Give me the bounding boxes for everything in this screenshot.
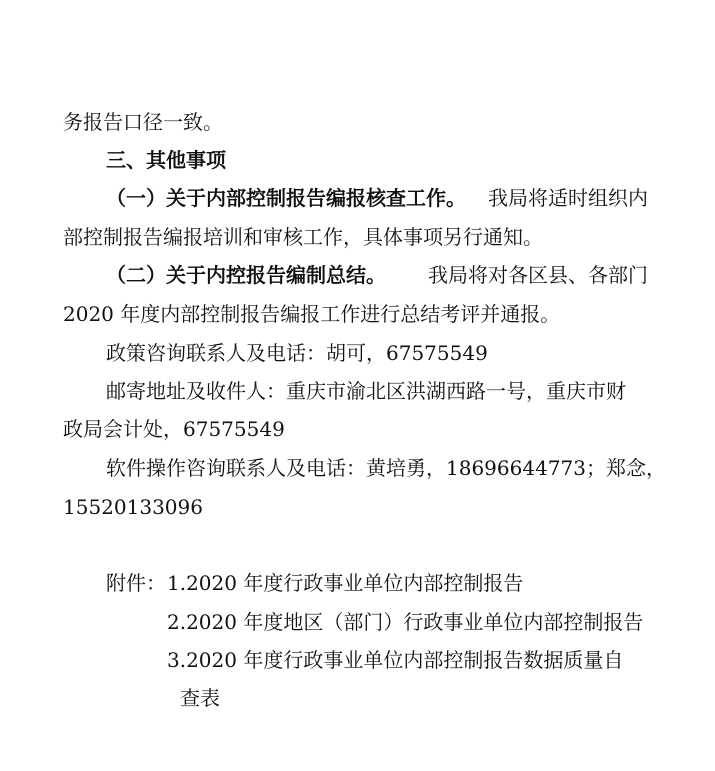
attachment-item-continued: 查表 — [180, 686, 220, 710]
paragraph-line — [106, 263, 648, 291]
paragraph-text: 我局将对各区县、各部门 — [428, 263, 648, 287]
contact-line: 政策咨询联系人及电话：胡可，67575549 — [106, 341, 488, 365]
attachment-item: 2.2020 年度地区（部门）行政事业单位内部控制报告 — [167, 610, 644, 634]
paragraph-line: 务报告口径一致。 — [63, 110, 223, 134]
attachment-label: 附件： — [106, 571, 166, 595]
section-heading: 三、其他事项 — [106, 148, 226, 172]
paragraph-line: 2020 年度内部控制报告编报工作进行总结考评并通报。 — [63, 302, 561, 326]
paragraph-line — [106, 186, 648, 214]
attachment-item: 3.2020 年度行政事业单位内部控制报告数据质量自 — [167, 648, 624, 672]
attachment-item: 1.2020 年度行政事业单位内部控制报告 — [167, 571, 524, 595]
contact-line: 软件操作咨询联系人及电话：黄培勇，18696644773；郑念， — [106, 456, 666, 480]
address-line: 政局会计处，67575549 — [63, 417, 285, 441]
contact-line: 15520133096 — [63, 495, 203, 519]
subheading-text: （一）关于内部控制报告编报核查工作。 — [106, 186, 466, 210]
address-line: 邮寄地址及收件人：重庆市渝北区洪湖西路一号，重庆市财 — [106, 379, 626, 403]
subheading-text: （二）关于内控报告编制总结。 — [106, 263, 386, 287]
paragraph-text: 我局将适时组织内 — [488, 186, 648, 210]
paragraph-line: 部控制报告编报培训和审核工作，具体事项另行通知。 — [63, 225, 543, 249]
